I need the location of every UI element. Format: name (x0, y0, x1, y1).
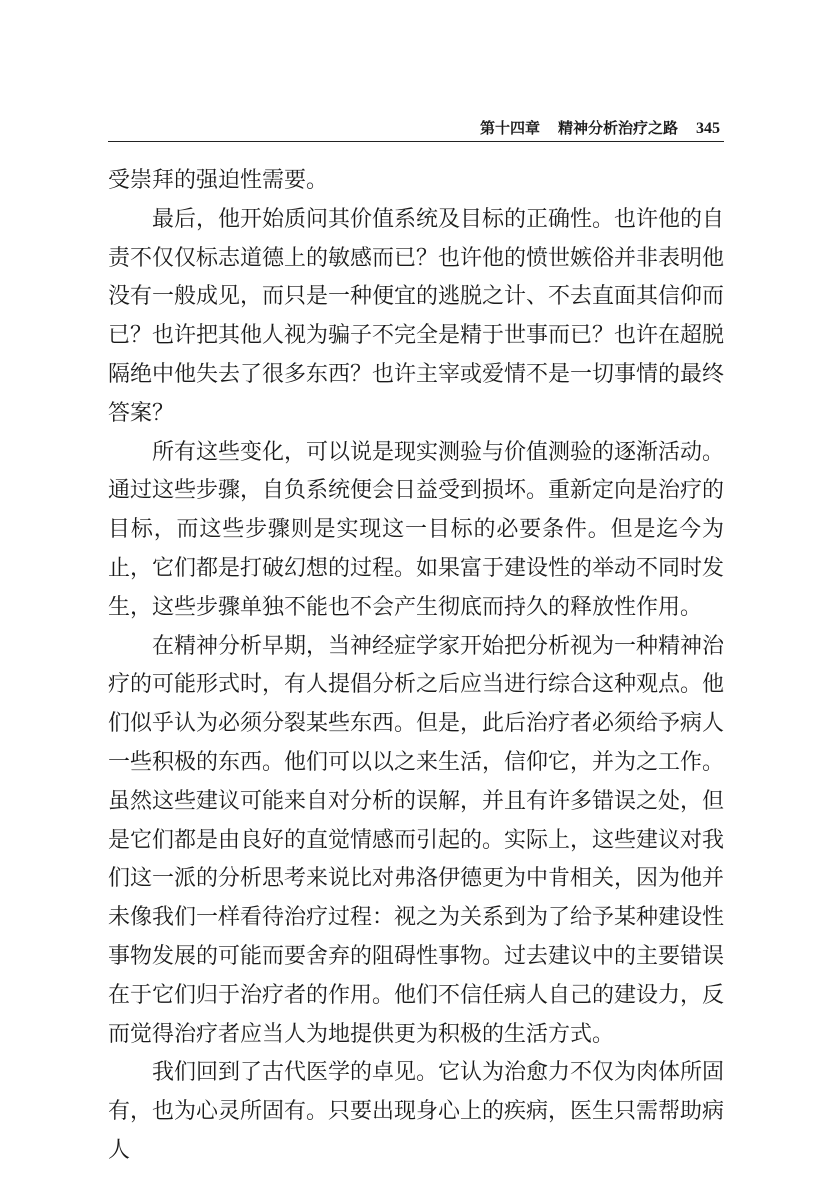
paragraph-continued: 受崇拜的强迫性需要。 (108, 168, 329, 193)
body-text (108, 162, 724, 1171)
paragraph: 最后，他开始质问其价值系统及目标的正确性。也许他的自责不仅仅标志道德上的敏感而已？也许他的愤世嫉俗并非表明他没有一般成见，而只是一种便宜的逃脱之计、不去直面其信仰而已？也许把其他人视为骗子不完全是精于世事而已？也许在超脱隔绝中他失去了很多东西？也许主宰或爱情不是一切事情的最终答案？ (108, 206, 725, 426)
running-head (108, 112, 724, 142)
chapter-title: 精神分析治疗之路 (557, 119, 678, 137)
page-number: 345 (696, 120, 720, 137)
paragraph: 所有这些变化，可以说是现实测验与价值测验的逐渐活动。通过这些步骤，自负系统便会日益受到损坏。重新定向是治疗的目标，而这些步骤则是实现这一目标的必要条件。但是迄今为止，它们都是打破幻想的过程。如果富于建设性的举动不同时发生，这些步骤单独不能也不会产生彻底而持久的释放性作用。 (108, 439, 725, 620)
chapter-label: 第十四章 (479, 119, 540, 137)
paragraph: 在精神分析早期，当神经症学家开始把分析视为一种精神治疗的可能形式时，有人提倡分析之后应当进行综合这种观点。他们似乎认为必须分裂某些东西。但是，此后治疗者必须给予病人一些积极的东西。他们可以以之来生活，信仰它，并为之工作。虽然这些建议可能来自对分析的误解，并且有许多错误之处，但是它们都是由良好的直觉情感而引起的。实际上，这些建议对我们这一派的分析思考来说比对弗洛伊德更为中肯相关，因为他并未像我们一样看待治疗过程：视之为关系到为了给予某种建设性事物发展的可能而要舍弃的阻碍性事物。过去建议中的主要错误在于它们归于治疗者的作用。他们不信任病人自己的建设力，反而觉得治疗者应当人为地提供更为积极的生活方式。 (108, 633, 725, 1047)
paragraph: 我们回到了古代医学的卓见。它认为治愈力不仅为肉体所固有，也为心灵所固有。只要出现身心上的疾病，医生只需帮助病人 (108, 1060, 725, 1163)
